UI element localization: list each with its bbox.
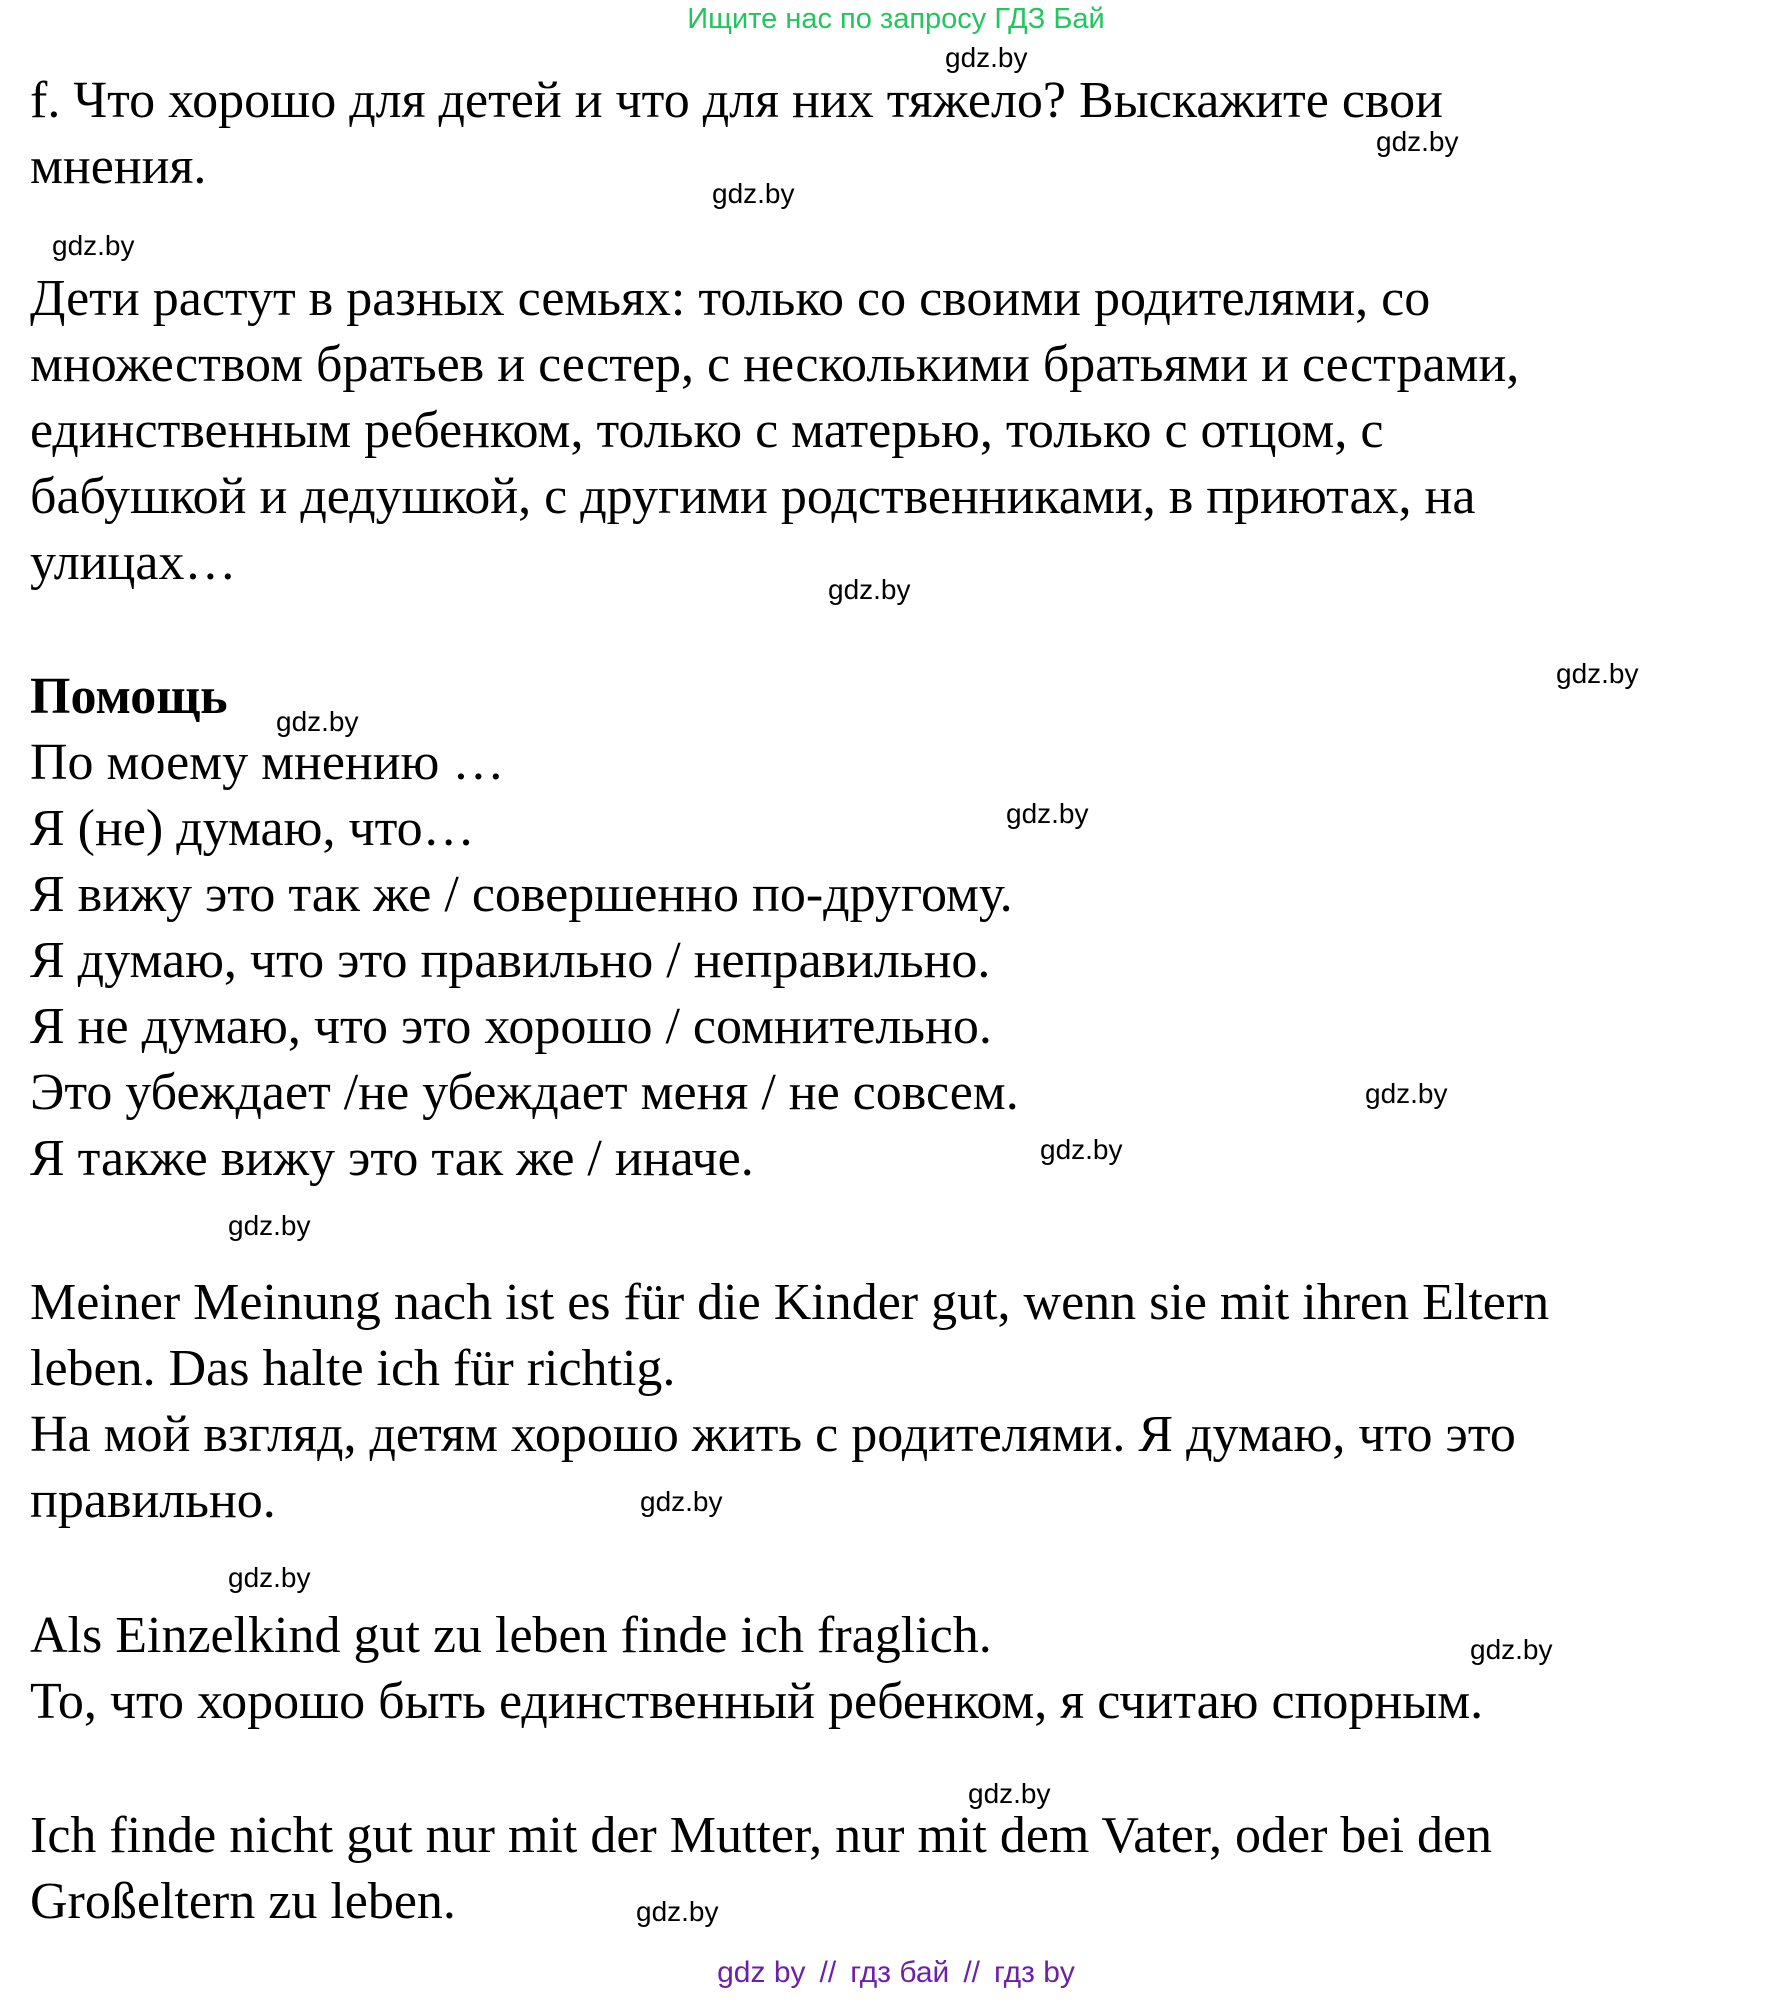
- answer-line: То, что хорошо быть единственный ребенком, я считаю спорным.: [30, 1673, 1484, 1730]
- help-phrase: По моему мнению …: [30, 734, 505, 791]
- watermark: gdz.by: [1556, 658, 1639, 689]
- watermark: gdz.by: [1365, 1078, 1448, 1109]
- footer-link[interactable]: гдз by: [994, 1956, 1075, 1989]
- answer-line: Großeltern zu leben.: [30, 1873, 456, 1930]
- watermark: gdz.by: [636, 1896, 719, 1927]
- watermark: gdz.by: [1040, 1134, 1123, 1165]
- answer-line: На мой взгляд, детям хорошо жить с родителями. Я думаю, что это: [30, 1406, 1516, 1463]
- footer-separator: //: [963, 1956, 980, 1989]
- help-heading: Помощь: [30, 668, 228, 725]
- watermark: gdz.by: [945, 42, 1028, 73]
- watermark: gdz.by: [640, 1486, 723, 1517]
- task-line: мнения.: [30, 138, 207, 195]
- watermark: gdz.by: [968, 1778, 1051, 1809]
- intro-line: единственным ребенком, только с матерью, только с отцом, с: [30, 402, 1384, 459]
- footer-link[interactable]: гдз бай: [850, 1956, 950, 1989]
- watermark: gdz.by: [276, 706, 359, 737]
- watermark: gdz.by: [1006, 798, 1089, 829]
- answer-line: leben. Das halte ich für richtig.: [30, 1340, 676, 1397]
- footer-link[interactable]: gdz by: [717, 1956, 806, 1989]
- intro-line: улицах…: [30, 534, 237, 591]
- watermark: gdz.by: [52, 230, 135, 261]
- watermark: gdz.by: [1470, 1634, 1553, 1665]
- help-phrase: Я не думаю, что это хорошо / сомнительно.: [30, 998, 992, 1055]
- answer-line: Als Einzelkind gut zu leben finde ich fraglich.: [30, 1607, 992, 1664]
- intro-line: множеством братьев и сестер, с несколькими братьями и сестрами,: [30, 336, 1520, 393]
- task-line: f. Что хорошо для детей и что для них тяжело? Выскажите свои: [30, 72, 1443, 129]
- help-phrase: Я вижу это так же / совершенно по-другому.: [30, 866, 1013, 923]
- footer-links: [0, 1955, 1792, 1991]
- help-phrase: Я (не) думаю, что…: [30, 800, 475, 857]
- answer-line: правильно.: [30, 1472, 276, 1529]
- answer-line: Ich finde nicht gut nur mit der Mutter, nur mit dem Vater, oder bei den: [30, 1807, 1493, 1864]
- help-phrase: Это убеждает /не убеждает меня / не совсем.: [30, 1064, 1019, 1121]
- intro-line: Дети растут в разных семьях: только со своими родителями, со: [30, 270, 1431, 327]
- top-banner[interactable]: Ищите нас по запросу ГДЗ Бай: [687, 3, 1105, 35]
- watermark: gdz.by: [828, 574, 911, 605]
- watermark: gdz.by: [712, 178, 795, 209]
- help-phrase: Я думаю, что это правильно / неправильно.: [30, 932, 991, 989]
- watermark: gdz.by: [1376, 126, 1459, 157]
- help-phrase: Я также вижу это так же / иначе.: [30, 1130, 754, 1187]
- watermark: gdz.by: [228, 1210, 311, 1241]
- footer-separator: //: [819, 1956, 837, 1989]
- answer-line: Meiner Meinung nach ist es für die Kinder gut, wenn sie mit ihren Eltern: [30, 1274, 1550, 1331]
- watermark: gdz.by: [228, 1562, 311, 1593]
- intro-line: бабушкой и дедушкой, с другими родственниками, в приютах, на: [30, 468, 1476, 525]
